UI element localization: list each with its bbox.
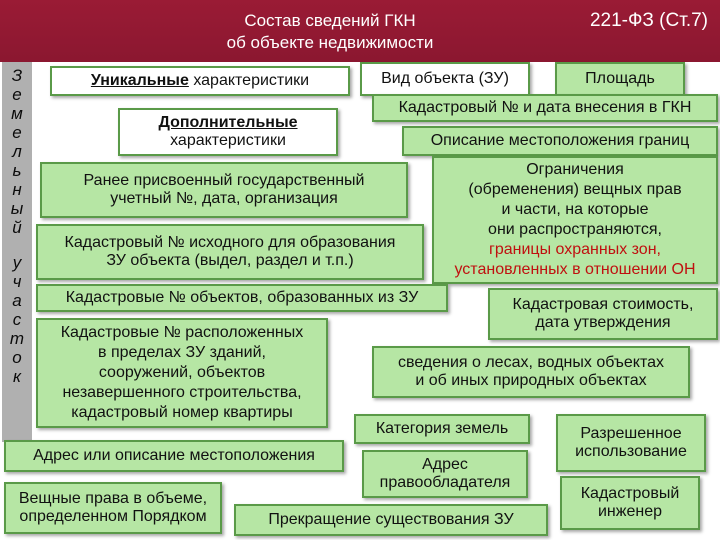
sidebar-letter: о [12, 348, 22, 367]
restrictions-line-1: Ограничения [526, 161, 624, 178]
object-type-box [360, 62, 530, 96]
rights-box [4, 482, 222, 534]
located-line-2: в пределах ЗУ зданий, [98, 344, 266, 361]
engineer-line-1: Кадастровый [580, 485, 680, 502]
engineer-line-2: инженер [597, 503, 662, 520]
engineer-box [560, 476, 700, 530]
prev-number-line-2: учетный №, дата, организация [110, 190, 338, 207]
holder-address-box [362, 450, 528, 498]
area-box [555, 62, 685, 96]
sidebar-letter: к [12, 367, 22, 386]
holder-address-line-1: Адрес [422, 456, 468, 473]
sidebar-letter: ы [10, 199, 24, 218]
address-text: Адрес или описание местоположения [33, 447, 315, 464]
prev-number-line-1: Ранее присвоенный государственный [83, 172, 365, 189]
restrictions-line-5: границы охранных зон, [489, 241, 661, 258]
unique-rest-text: характеристики [188, 72, 310, 89]
restrictions-line-2: (обременения) вещных прав [468, 181, 682, 198]
previous-number-box [40, 162, 408, 218]
additional-characteristics-box [118, 108, 338, 156]
boundaries-box [402, 126, 718, 156]
unique-bold-text: Уникальные [90, 72, 189, 89]
forests-line-2: и об иных природных объектах [415, 372, 647, 389]
formed-objects-box [36, 284, 448, 312]
sidebar-letter: с [12, 310, 22, 329]
cadastral-number-text: Кадастровый № и дата внесения в ГКН [398, 99, 692, 116]
located-line-5: кадастровый номер квартиры [71, 404, 293, 421]
cadastral-value-box [488, 288, 718, 340]
title-line-2: об объекте недвижимости [226, 33, 434, 52]
located-objects-box [36, 318, 328, 428]
permitted-use-line-1: Разрешенное [580, 425, 682, 442]
land-category-text: Категория земель [375, 420, 509, 437]
land-category-box [354, 414, 530, 444]
sidebar-letter: т [9, 329, 25, 348]
sidebar-letter: ь [12, 161, 22, 180]
unique-characteristics-label [52, 72, 348, 90]
additional-line-1: Дополнительные [158, 114, 298, 131]
source-number-line-1: Кадастровый № исходного для образования [64, 234, 396, 251]
sidebar-letter: ч [12, 272, 22, 291]
page-title [180, 10, 480, 54]
forests-line-1: сведения о лесах, водных объектах [398, 354, 664, 371]
address-box [4, 440, 344, 472]
cadastral-number-box [372, 94, 718, 122]
area-text: Площадь [585, 70, 655, 87]
source-number-line-2: ЗУ объекта (выдел, раздел и т.п.) [106, 252, 354, 269]
restrictions-line-4: они распространяются, [488, 221, 662, 238]
sidebar-letter: н [12, 180, 22, 199]
sidebar-letter: м [11, 104, 23, 123]
restrictions-line-6: установленных в отношении ОН [454, 261, 696, 278]
restrictions-box [432, 156, 718, 284]
source-number-box [36, 224, 424, 280]
title-line-1: Состав сведений ГКН [244, 11, 416, 30]
termination-box [234, 504, 548, 536]
header-bar [0, 0, 720, 62]
formed-objects-text: Кадастровые № объектов, образованных из ЗУ [65, 289, 419, 306]
boundaries-text: Описание местоположения границ [430, 132, 690, 149]
sidebar-letter: й [12, 218, 22, 237]
located-line-3: сооружений, объектов [98, 364, 266, 381]
rights-line-1: Вещные права в объеме, [18, 490, 208, 507]
located-line-1: Кадастровые № расположенных [60, 324, 304, 341]
termination-text: Прекращение существования ЗУ [268, 511, 514, 528]
sidebar-letter: е [12, 85, 22, 104]
law-reference: 221-ФЗ (Ст.7) [589, 10, 708, 31]
sidebar-vertical-label [2, 62, 32, 442]
holder-address-line-2: правообладателя [379, 474, 511, 491]
forests-box [372, 346, 690, 398]
object-type-text: Вид объекта (ЗУ) [381, 70, 509, 87]
cadastral-value-line-1: Кадастровая стоимость, [512, 296, 694, 313]
sidebar-letter: е [12, 123, 22, 142]
permitted-use-box [556, 414, 706, 472]
sidebar-letter: л [12, 142, 22, 161]
located-line-4: незавершенного строительства, [62, 384, 302, 401]
restrictions-line-3: и части, на которые [501, 201, 649, 218]
sidebar-letter: З [11, 66, 23, 85]
rights-line-2: определенном Порядком [19, 508, 207, 525]
sidebar-letter: у [12, 253, 22, 272]
sidebar-letter: а [12, 291, 22, 310]
cadastral-value-line-2: дата утверждения [535, 314, 671, 331]
permitted-use-line-2: использование [575, 443, 687, 460]
unique-characteristics-box [50, 66, 350, 96]
additional-line-2: характеристики [170, 132, 286, 149]
